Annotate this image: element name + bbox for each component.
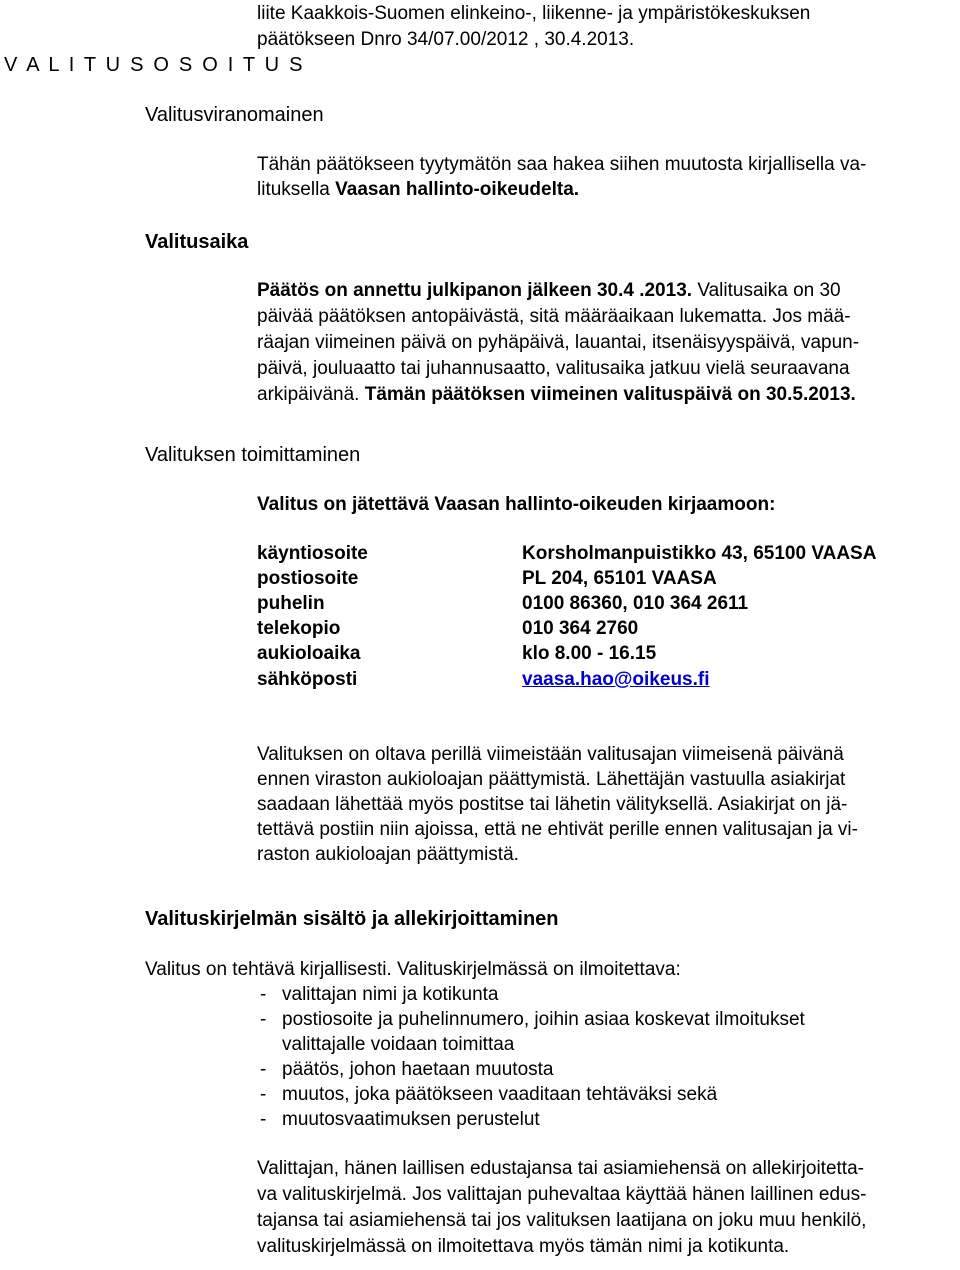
signing-line-3: tajansa tai asiamiehensä tai jos valituksen laatijana on joku muu henkilö,: [257, 1210, 867, 1231]
note-line-2: ennen viraston aukioloajan päättymistä. Lähettäjän vastuulla asiakirjat: [257, 769, 846, 790]
period-line-5: arkipäivänä. Tämän päätöksen viimeinen valituspäivä on 30.5.2013.: [257, 384, 856, 405]
document-title: V A L I T U S O S O I T U S: [4, 54, 305, 76]
authority-text: [257, 152, 866, 202]
period-text: [257, 278, 859, 408]
contact-label: puhelin: [257, 593, 325, 614]
period-heading: Valitusaika: [145, 231, 249, 253]
period-line-1: Päätös on annettu julkipanon jälkeen 30.4 .2013. Valitusaika on 30: [257, 280, 841, 301]
required-items-list: [260, 982, 805, 1132]
period-line-3: räajan viimeinen päivä on pyhäpäivä, lauantai, itsenäisyyspäivä, vapun-: [257, 332, 860, 353]
content-heading: Valituskirjelmän sisältö ja allekirjoittaminen: [145, 908, 559, 930]
list-item: - muutos, joka päätökseen vaaditaan tehtäväksi sekä: [260, 1084, 718, 1105]
note-line-1: Valituksen on oltava perillä viimeistään valitusajan viimeisenä päivänä: [257, 744, 844, 765]
list-item: - postiosoite ja puhelinnumero, joihin asiaa koskevat ilmoitukset: [260, 1009, 805, 1030]
submission-note: [257, 742, 858, 867]
contact-label: postiosoite: [257, 568, 359, 589]
contact-value: klo 8.00 - 16.15: [522, 643, 657, 664]
contact-value: 010 364 2760: [522, 618, 639, 639]
contact-value: 0100 86360, 010 364 2611: [522, 593, 749, 614]
signing-line-1: Valittajan, hänen laillisen edustajansa tai asiamiehensä on allekirjoitetta-: [257, 1158, 864, 1179]
note-line-4: tettävä postiin niin ajoissa, että ne ehtivät perille ennen valitusajan ja vi-: [257, 819, 858, 840]
contact-label: sähköposti: [257, 669, 358, 690]
signing-text: [257, 1156, 866, 1260]
signing-line-4: valituskirjelmässä on ilmoitettava myös tämän nimi ja kotikunta.: [257, 1236, 790, 1257]
authority-line-1: Tähän päätökseen tyytymätön saa hakea siihen muutosta kirjallisella va-: [257, 154, 867, 175]
contact-value: Korsholmanpuistikko 43, 65100 VAASA: [522, 543, 877, 564]
list-item: - päätös, johon haetaan muutosta: [260, 1059, 554, 1080]
document-reference: [257, 1, 810, 53]
reference-line-1: liite Kaakkois-Suomen elinkeino-, liikenne- ja ympäristökeskuksen: [257, 3, 811, 24]
period-line-2: päivää päätöksen antopäivästä, sitä määräaikaan lukematta. Jos mää-: [257, 306, 851, 327]
period-line-4: päivä, jouluaatto tai juhannusaatto, valitusaika jatkuu vielä seuraavana: [257, 358, 850, 379]
submission-lead: Valitus on jätettävä Vaasan hallinto-oikeuden kirjaamoon:: [257, 494, 776, 515]
contact-label: telekopio: [257, 618, 341, 639]
authority-heading: Valitusviranomainen: [145, 104, 324, 126]
last-appeal-date: Tämän päätöksen viimeinen valituspäivä on 30.5.2013.: [364, 384, 856, 405]
content-intro: Valitus on tehtävä kirjallisesti. Valituskirjelmässä on ilmoitettava:: [145, 959, 681, 980]
submission-heading: Valituksen toimittaminen: [145, 444, 361, 466]
note-line-5: raston aukioloajan päättymistä.: [257, 844, 519, 865]
reference-line-2: päätökseen Dnro 34/07.00/2012 , 30.4.2013.: [257, 29, 635, 50]
list-item: - valittajan nimi ja kotikunta: [260, 984, 499, 1005]
email-link[interactable]: vaasa.hao@oikeus.fi: [522, 669, 710, 690]
signing-line-2: va valituskirjelmä. Jos valittajan puhevaltaa käyttää hänen laillinen edus-: [257, 1184, 867, 1205]
note-line-3: saadaan lähettää myös postitse tai lähetin välityksellä. Asiakirjat on jä-: [257, 794, 848, 815]
list-item-continuation: valittajalle voidaan toimittaa: [282, 1034, 515, 1055]
list-item: - muutosvaatimuksen perustelut: [260, 1109, 540, 1130]
authority-line-2: lituksella Vaasan hallinto-oikeudelta.: [257, 179, 580, 200]
court-name: Vaasan hallinto-oikeudelta.: [335, 179, 580, 200]
contact-label: aukioloaika: [257, 643, 361, 664]
contact-label: käyntiosoite: [257, 543, 368, 564]
contact-value: PL 204, 65101 VAASA: [522, 568, 717, 589]
